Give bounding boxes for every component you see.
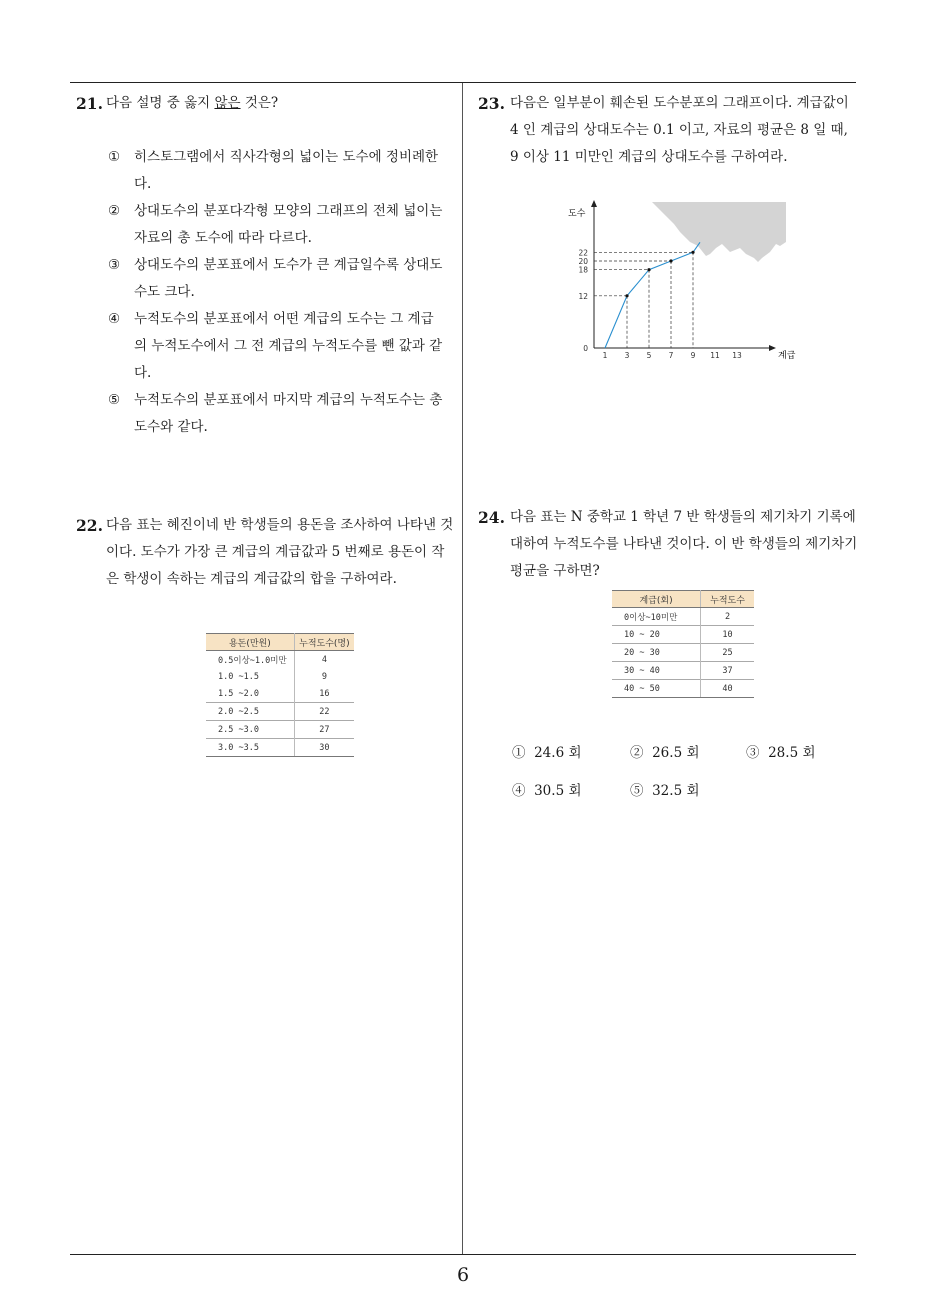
choice-3[interactable]: ③ 상대도수의 분포표에서 도수가 큰 계급일수록 상대도수도 크다. [108, 257, 443, 300]
table-row: 40 ~ 50 40 [612, 680, 754, 698]
table-header: 계급(회) [612, 591, 701, 608]
x-tick-label: 13 [732, 351, 742, 360]
choice-1[interactable]: ① 히스토그램에서 직사각형의 넓이는 도수에 정비례한다. [108, 149, 439, 192]
x-tick-label: 7 [668, 351, 674, 360]
question-number: 24. [478, 508, 505, 527]
question-stem: 다음 표는 N 중학교 1 학년 7 반 학생들의 제기차기 기록에 대하여 누적도수를 나타낸 것이다. 이 반 학생들의 제기차기 평균을 구하면? [510, 509, 858, 579]
choice-1[interactable]: ① 24.6 회 [512, 745, 582, 761]
table-row: 0이상~10미만 2 [612, 608, 754, 626]
x-tick-label: 11 [710, 351, 720, 360]
table-row: 10 ~ 20 10 [612, 626, 754, 644]
jegi-table [612, 590, 754, 698]
x-tick-label: 9 [690, 351, 696, 360]
choice-5[interactable]: ⑤ 32.5 회 [630, 783, 700, 799]
table-row: 20 ~ 30 25 [612, 644, 754, 662]
table-header: 용돈(만원) [206, 634, 294, 651]
x-tick-label: 1 [602, 351, 608, 360]
x-tick-label: 3 [624, 351, 630, 360]
question-23 [478, 90, 860, 171]
allowance-table [206, 633, 354, 757]
question-stem: 다음 표는 혜진이네 반 학생들의 용돈을 조사하여 나타낸 것이다. 도수가 가장 큰 계급의 계급값과 5 번째로 용돈이 작은 학생이 속하는 계급의 계급값의 합을 구하여라. [106, 517, 454, 587]
table-row: 3.0 ~3.5 30 [206, 739, 354, 757]
y-axis-arrow [591, 200, 597, 207]
choice-4[interactable]: ④ 누적도수의 분포표에서 어떤 계급의 도수는 그 계급의 누적도수에서 그 전 계급의 누적도수를 뺀 값과 같다. [108, 311, 443, 381]
table-row: 2.5 ~3.0 27 [206, 721, 354, 739]
x-axis-label: 계급 [778, 351, 796, 361]
choice-2[interactable]: ② 상대도수의 분포다각형 모양의 그래프의 전체 넓이는 자료의 총 도수에 따라 다르다. [108, 203, 443, 246]
question-number: 21. [76, 94, 103, 113]
y-tick-label: 20 [578, 257, 588, 266]
data-point [691, 251, 694, 254]
emphasis-underline: 않은 [214, 95, 241, 111]
x-axis-arrow [769, 345, 776, 351]
column-divider [462, 83, 463, 1255]
choice-4[interactable]: ④ 30.5 회 [512, 783, 582, 799]
choice-2[interactable]: ② 26.5 회 [630, 745, 700, 761]
x-tick-labels [603, 351, 742, 360]
y-axis-label: 도수 [568, 209, 586, 219]
question-22 [76, 512, 454, 593]
question-number: 22. [76, 516, 103, 535]
table-row: 30 ~ 40 37 [612, 662, 754, 680]
y-tick-label: 0 [583, 344, 588, 353]
table-header: 누적도수(명) [294, 634, 354, 651]
question-stem: 다음 설명 중 옳지 않은 것은? [106, 95, 279, 111]
question-21 [76, 90, 446, 117]
guide-lines [594, 252, 693, 348]
choice-5[interactable]: ⑤ 누적도수의 분포표에서 마지막 계급의 누적도수는 총 도수와 같다. [108, 392, 443, 435]
y-tick-labels [578, 248, 588, 353]
table-row: 0.5이상~1.0미만 4 [206, 651, 354, 669]
y-tick-label: 12 [578, 291, 588, 301]
y-tick-label: 22 [578, 248, 588, 258]
data-point [647, 268, 650, 271]
bottom-rule [70, 1254, 856, 1255]
question-24 [478, 504, 860, 585]
data-line [605, 242, 700, 348]
damaged-area [652, 202, 786, 262]
table-row: 1.5 ~2.0 16 [206, 685, 354, 703]
data-point [625, 294, 628, 297]
choices-21 [108, 144, 444, 441]
choice-3[interactable]: ③ 28.5 회 [746, 745, 816, 761]
x-tick-label: 5 [646, 351, 652, 360]
table-header: 누적도수 [701, 591, 754, 608]
y-tick-label: 18 [578, 265, 588, 275]
question-stem: 다음은 일부분이 훼손된 도수분포의 그래프이다. 계급값이 4 인 계급의 상대도수는 0.1 이고, 자료의 평균은 8 일 때, 9 이상 11 미만인 계급의 상대도수를 구하여라. [510, 95, 849, 165]
top-rule [70, 82, 856, 83]
frequency-graph [560, 196, 810, 368]
page-number: 6 [456, 1264, 470, 1286]
data-point [669, 259, 672, 262]
table-row: 2.0 ~2.5 22 [206, 703, 354, 721]
question-number: 23. [478, 94, 505, 113]
table-row: 1.0 ~1.5 9 [206, 668, 354, 685]
